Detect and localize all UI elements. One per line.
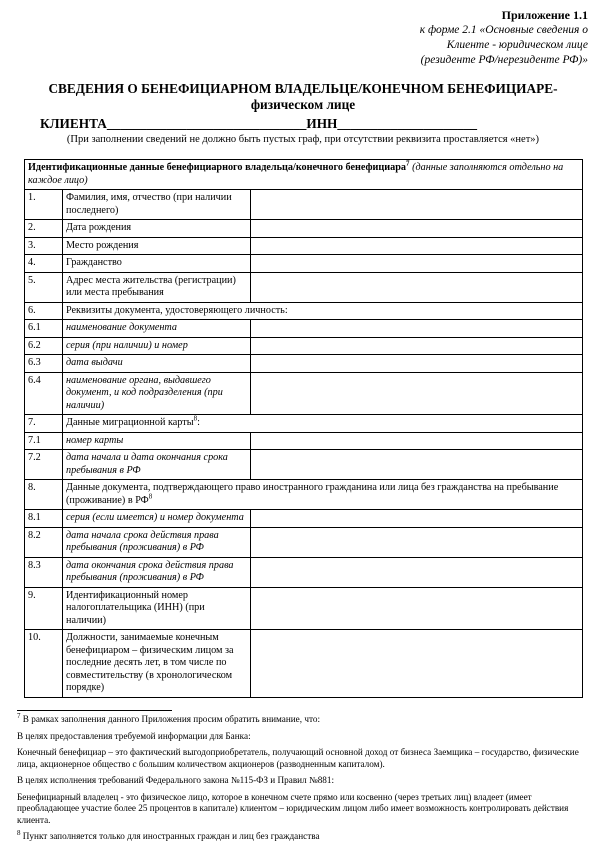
footnote-paragraph	[17, 775, 587, 787]
table-row	[25, 255, 583, 273]
row-value-field[interactable]	[251, 510, 583, 528]
footnote-paragraph	[17, 731, 587, 743]
footnote-text: В целях предоставления требуемой информации для Банка:	[17, 730, 251, 741]
row-label-text: серия (при наличии) и номер	[66, 339, 188, 351]
row-value-field[interactable]	[251, 432, 583, 450]
table-row	[25, 557, 583, 587]
row-label-text: Данные документа, подтверждающего право иностранного гражданина или лица без гражданства на пребывание (проживание) в РФ	[66, 482, 559, 506]
table-header-text: Идентификационные данные бенефициарного владельца/конечного бенефициара	[28, 162, 407, 173]
client-inn-line: КЛИЕНТА______________________________ИНН_____________________	[40, 116, 478, 131]
row-label	[63, 237, 251, 255]
row-label	[63, 557, 251, 587]
appendix-block	[288, 8, 588, 68]
row-label	[63, 337, 251, 355]
row-value-field[interactable]	[251, 272, 583, 302]
row-number: 1.	[25, 190, 63, 220]
row-label-text: дата начала срока действия права пребывания (проживания) в РФ	[66, 529, 219, 553]
row-value-field[interactable]	[251, 527, 583, 557]
row-number: 10.	[25, 630, 63, 698]
row-label-text: Реквизиты документа, удостоверяющего личность:	[66, 304, 288, 316]
row-number: 9.	[25, 587, 63, 630]
row-number: 3.	[25, 237, 63, 255]
table-row	[25, 237, 583, 255]
table-row	[25, 355, 583, 373]
row-label-text: серия (если имеется) и номер документа	[66, 512, 244, 523]
row-label	[63, 220, 251, 238]
row-number: 7.2	[25, 450, 63, 480]
table-row	[25, 432, 583, 450]
row-value-field[interactable]	[251, 255, 583, 273]
row-label	[63, 272, 251, 302]
fill-note: (При заполнении сведений не должно быть пустых граф, при отсутствии реквизита проставляется «нет»)	[66, 134, 540, 145]
footnote-divider	[17, 710, 172, 711]
table-row	[25, 587, 583, 630]
row-number: 7.	[25, 415, 63, 433]
footnote-ref: 7	[406, 159, 410, 168]
row-value-field[interactable]	[251, 372, 583, 415]
footnote-ref: 8	[193, 414, 198, 423]
row-label-text: наименование органа, выдавшего документ, и код подразделения (при наличии)	[66, 374, 223, 411]
beneficiary-table	[24, 159, 583, 698]
footnote-paragraph	[17, 792, 587, 827]
row-label-text: Адрес места жительства (регистрации) или места пребывания	[66, 274, 236, 298]
table-row	[25, 272, 583, 302]
row-number: 8.3	[25, 557, 63, 587]
table-row	[25, 415, 583, 433]
row-number: 8.2	[25, 527, 63, 557]
table-header-note: (данные заполняются отдельно на каждое лицо)	[28, 162, 564, 186]
row-number: 6.4	[25, 372, 63, 415]
appendix-subtitle-line: к форме 2.1 «Основные сведения о	[419, 24, 588, 36]
row-label	[63, 480, 583, 510]
row-label-text: Данные миграционной карты	[66, 417, 194, 428]
row-label-text: Дата рождения	[66, 222, 132, 233]
row-label	[63, 510, 251, 528]
footnotes	[17, 711, 587, 848]
footnote-paragraph	[17, 828, 587, 843]
row-label-text: Должности, занимаемые конечным бенефициаром – физическим лицом за последние десять лет, в том числе по совместительству (в хронологическом порядке)	[66, 632, 234, 693]
appendix-subtitle-line: Клиенте - юридическом лице	[446, 39, 588, 51]
row-label	[63, 450, 251, 480]
table-row	[25, 190, 583, 220]
table-header-row	[25, 160, 583, 190]
table-header-cell	[25, 160, 583, 190]
footnote-text: Пункт заполняется только для иностранных граждан и лиц без гражданства	[20, 831, 320, 841]
footnote-number: 8	[17, 828, 21, 837]
table-row	[25, 320, 583, 338]
row-number: 6.1	[25, 320, 63, 338]
row-label-text: Идентификационный номер налогоплательщика (ИНН) (при наличии)	[66, 589, 205, 626]
row-label	[63, 190, 251, 220]
row-value-field[interactable]	[251, 320, 583, 338]
row-number: 6.	[25, 302, 63, 320]
row-number: 7.1	[25, 432, 63, 450]
row-number: 8.1	[25, 510, 63, 528]
table-row	[25, 337, 583, 355]
row-label-tail: :	[197, 417, 200, 428]
table-row	[25, 527, 583, 557]
footnote-ref: 8	[148, 492, 153, 501]
row-label-text: наименование документа	[66, 322, 178, 333]
row-value-field[interactable]	[251, 237, 583, 255]
row-value-field[interactable]	[251, 220, 583, 238]
table-row	[25, 510, 583, 528]
table-row	[25, 480, 583, 510]
table-row	[25, 302, 583, 320]
row-value-field[interactable]	[251, 557, 583, 587]
row-label	[63, 302, 583, 320]
row-label-text: Фамилия, имя, отчество (при наличии последнего)	[66, 192, 232, 216]
row-number: 5.	[25, 272, 63, 302]
table-row	[25, 220, 583, 238]
footnote-paragraph	[17, 747, 587, 770]
footnote-text: Бенефициарный владелец - это физическое лицо, которое в конечном счете прямо или косвенно (через третьих лиц) владеет (имеет преобладающее участие более 25 процентов в капитале) клиентом – юридическим лицом либо имеет возможность контролировать действия клиента.	[17, 791, 569, 825]
footnote-text: В целях исполнения требований Федерального закона №115-ФЗ и Правил №881:	[17, 775, 335, 785]
row-label	[63, 355, 251, 373]
footnote-text: В рамках заполнения данного Приложения просим обратить внимание, что:	[20, 714, 321, 724]
appendix-subtitle-line: (резиденте РФ/нерезиденте РФ)»	[420, 54, 588, 66]
row-number: 6.3	[25, 355, 63, 373]
row-label	[63, 527, 251, 557]
footnote-text: Конечный бенефициар – это фактический выгодоприобретатель, получающий основной доход от бизнеса Заемщика – государство, физические лица, акционерное общество с большим количеством акционеров (разводненным капиталом).	[17, 747, 579, 769]
document-title	[40, 81, 566, 113]
row-value-field[interactable]	[251, 355, 583, 373]
row-label-text: дата окончания срока действия права пребывания (проживания) в РФ	[66, 559, 234, 583]
row-number: 4.	[25, 255, 63, 273]
document-title-line: физическом лице	[250, 97, 356, 112]
row-label-text: Место рождения	[66, 239, 139, 251]
row-number: 2.	[25, 220, 63, 238]
table-row	[25, 450, 583, 480]
row-label-text: номер карты	[66, 434, 124, 446]
row-value-field[interactable]	[251, 587, 583, 630]
row-value-field[interactable]	[251, 450, 583, 480]
footnote-number: 7	[17, 711, 21, 720]
appendix-title: Приложение 1.1	[501, 8, 588, 22]
row-label	[63, 372, 251, 415]
row-value-field[interactable]	[251, 630, 583, 698]
row-label	[63, 432, 251, 450]
footnote-paragraph	[17, 711, 587, 726]
row-number: 6.2	[25, 337, 63, 355]
row-label-text: дата начала и дата окончания срока пребывания в РФ	[66, 452, 228, 476]
row-label	[63, 320, 251, 338]
row-label	[63, 255, 251, 273]
row-label	[63, 630, 251, 698]
document-title-line: СВЕДЕНИЯ О БЕНЕФИЦИАРНОМ ВЛАДЕЛЬЦЕ/КОНЕЧНОМ БЕНЕФИЦИАРЕ-	[48, 81, 558, 96]
row-label-text: дата выдачи	[66, 357, 123, 368]
row-number: 8.	[25, 480, 63, 510]
table-row	[25, 372, 583, 415]
table-row	[25, 630, 583, 698]
row-label-text: Гражданство	[66, 257, 122, 268]
row-label	[63, 587, 251, 630]
row-value-field[interactable]	[251, 190, 583, 220]
row-value-field[interactable]	[251, 337, 583, 355]
row-label	[63, 415, 583, 433]
